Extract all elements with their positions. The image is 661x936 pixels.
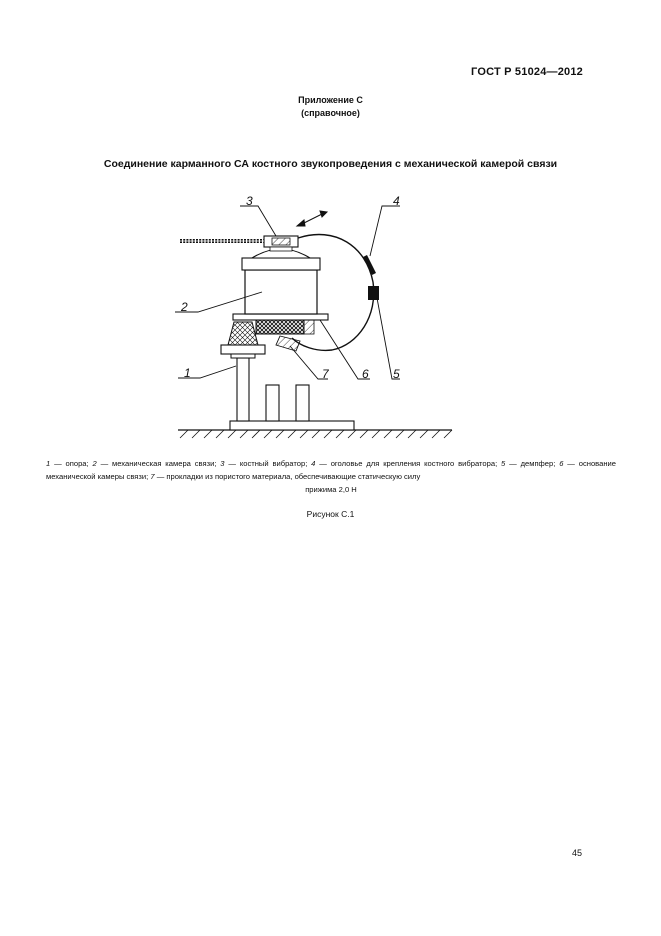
support-post: [221, 345, 265, 421]
hearing-aid-cylinders: [266, 385, 309, 421]
legend-text-4: — оголовье для крепления костного вибратора;: [315, 459, 502, 468]
base-plate: [230, 421, 354, 430]
label-6: 6: [362, 367, 369, 381]
label-7: 7: [322, 367, 329, 381]
legend-text-3: — костный вибратор;: [224, 459, 312, 468]
document-code: ГОСТ Р 51024—2012: [471, 66, 583, 78]
page-number: 45: [572, 848, 583, 858]
legend-text-7: — прокладки из пористого материала, обеспечивающие статическую силу: [154, 472, 421, 481]
angled-pad: [276, 336, 300, 351]
appendix-subtitle: (справочное): [301, 108, 360, 118]
legend-last-line: прижима 2,0 Н: [305, 485, 357, 494]
mechanical-coupler: [242, 249, 320, 314]
legend-text-1: — опора;: [50, 459, 93, 468]
legend-num-2: 2: [92, 459, 97, 468]
figure-legend: [46, 457, 616, 496]
legend-num-5: 5: [501, 459, 506, 468]
label-1: 1: [184, 366, 191, 380]
ground: [178, 430, 452, 438]
label-3: 3: [246, 194, 253, 208]
legend-num-7: 7: [150, 472, 155, 481]
appendix-heading: [0, 94, 661, 120]
legend-num-6: 6: [559, 459, 564, 468]
damper-cone: [228, 322, 258, 345]
legend-text-2: — механическая камера связи;: [96, 459, 221, 468]
damper-block: [368, 286, 379, 300]
porous-pads: [256, 320, 314, 334]
legend-text-5: — демпфер;: [505, 459, 560, 468]
label-5: 5: [393, 367, 400, 381]
figure-diagram: [170, 190, 470, 445]
legend-num-4: 4: [311, 459, 316, 468]
legend-num-3: 3: [220, 459, 225, 468]
bone-vibrator: [264, 236, 298, 251]
label-2: 2: [181, 300, 188, 314]
coupler-base: [233, 314, 328, 320]
label-4: 4: [393, 194, 400, 208]
legend-num-1: 1: [46, 459, 51, 468]
appendix-title: Приложение С: [298, 95, 363, 105]
motion-arrow: [297, 211, 327, 226]
legend-text-6: — основание механической камеры связи;: [46, 459, 617, 481]
figure-title: Соединение карманного СА костного звукопроведения с механической камерой связи: [103, 158, 558, 170]
figure-caption: Рисунок С.1: [306, 509, 355, 519]
